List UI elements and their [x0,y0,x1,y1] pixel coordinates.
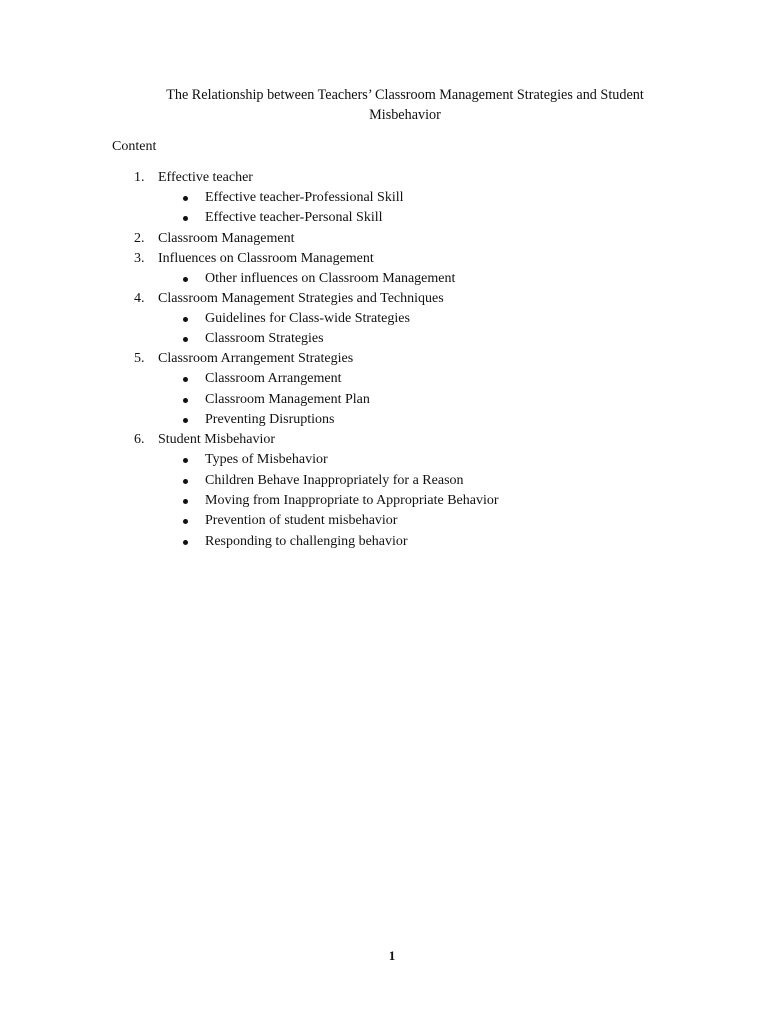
toc-item-number: 4. [134,290,145,306]
bullet-icon [183,418,188,423]
toc-subitem-label: Classroom Arrangement [205,371,342,387]
toc-item-label: Classroom Management [158,230,295,246]
toc-item [0,229,768,249]
title-line-2: Misbehavior [369,106,441,123]
table-of-contents [0,168,768,552]
toc-subitem-label: Effective teacher-Professional Skill [205,190,404,205]
toc-item-number: 2. [134,230,145,246]
toc-subitem [0,390,768,410]
bullet-icon [183,216,188,221]
toc-subitem [0,410,768,430]
toc-item-number: 6. [134,432,145,448]
content-heading: Content [112,139,157,154]
toc-subitem [0,369,768,389]
toc-item-number: 1. [134,170,145,185]
toc-subitem [0,532,768,552]
toc-subitem [0,329,768,349]
toc-item-label: Effective teacher [158,170,253,185]
bullet-icon [183,277,188,282]
toc-subitem [0,208,768,228]
bullet-icon [183,479,188,484]
toc-subitem-label: Guidelines for Class-wide Strategies [205,310,410,326]
title-line-1: The Relationship between Teachers’ Classroom Management Strategies and Student [166,87,644,103]
toc-subitem [0,491,768,511]
toc-subitem-label: Moving from Inappropriate to Appropriate Behavior [205,492,499,508]
bullet-icon [183,317,188,322]
toc-subitem-label: Effective teacher-Personal Skill [205,210,383,226]
toc-item [0,349,768,369]
toc-subitem-label: Responding to challenging behavior [205,533,408,549]
toc-subitem-label: Classroom Management Plan [205,391,370,407]
bullet-icon [183,398,188,403]
toc-subitem [0,188,768,208]
toc-subitem-label: Classroom Strategies [205,331,324,347]
toc-subitem-label: Types of Misbehavior [205,452,328,468]
toc-subitem [0,269,768,289]
toc-subitem [0,471,768,491]
bullet-icon [183,377,188,382]
toc-item-label: Influences on Classroom Management [158,250,374,266]
bullet-icon [183,458,188,463]
page-number: 1 [388,948,396,963]
bullet-icon [183,540,188,545]
toc-item-label: Student Misbehavior [158,432,276,448]
toc-subitem-label: Prevention of student misbehavior [205,513,398,529]
toc-subitem-label: Children Behave Inappropriately for a Reason [205,472,464,488]
document-title [112,86,698,125]
toc-item [0,289,768,309]
bullet-icon [183,519,188,524]
toc-subitem [0,450,768,470]
toc-subitem-label: Preventing Disruptions [205,412,335,428]
bullet-icon [183,196,188,201]
toc-subitem [0,309,768,329]
toc-item-label: Classroom Arrangement Strategies [158,351,354,367]
toc-item [0,249,768,269]
toc-item-number: 5. [134,351,145,367]
toc-subitem [0,511,768,531]
toc-item-number: 3. [134,250,145,266]
bullet-icon [183,499,188,504]
bullet-icon [183,337,188,342]
toc-item [0,168,768,188]
toc-item [0,430,768,450]
toc-subitem-label: Other influences on Classroom Management [205,270,456,286]
toc-item-label: Classroom Management Strategies and Techniques [158,290,444,306]
